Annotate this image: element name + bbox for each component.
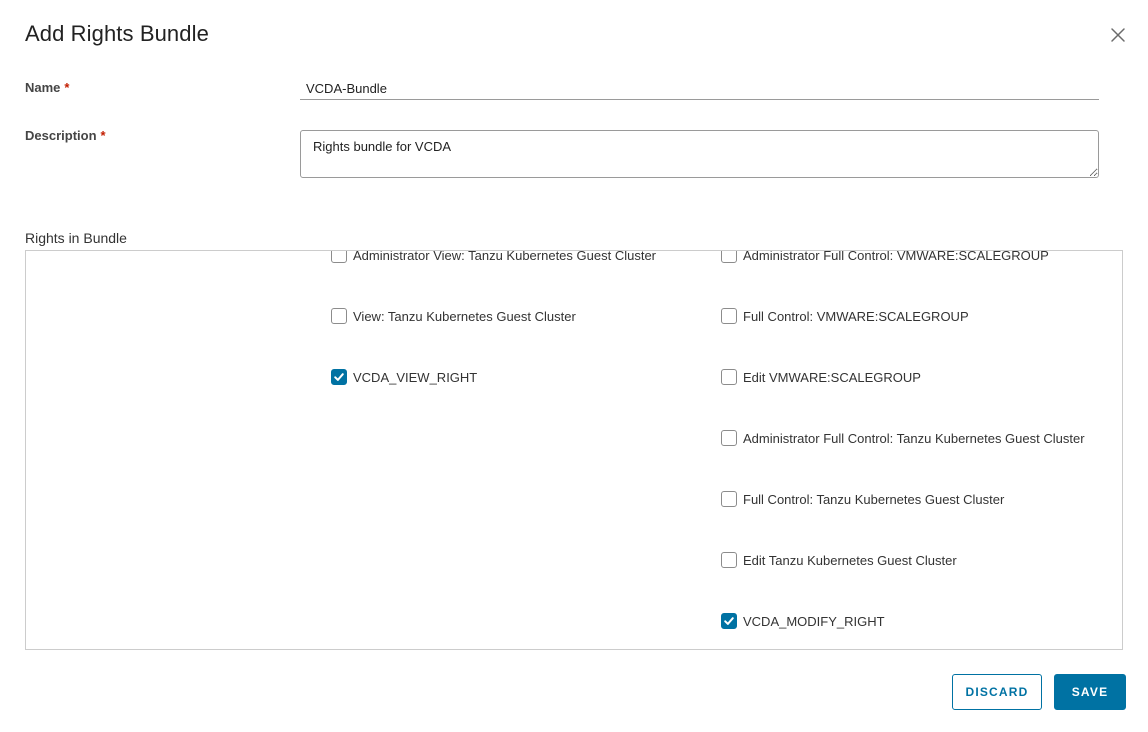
right-label: VCDA_VIEW_RIGHT [353, 369, 478, 385]
checkbox[interactable] [721, 369, 737, 385]
right-item[interactable] [721, 250, 1049, 264]
discard-button[interactable]: DISCARD [952, 674, 1042, 710]
right-label: Administrator View: Tanzu Kubernetes Guest Cluster [353, 250, 656, 263]
right-label: Administrator Full Control: VMWARE:SCALEGROUP [743, 250, 1049, 263]
check-icon [333, 371, 345, 383]
right-item[interactable] [331, 307, 576, 325]
right-item[interactable] [331, 250, 656, 264]
right-item[interactable] [721, 551, 957, 569]
dialog-title: Add Rights Bundle [25, 21, 209, 46]
right-label: Edit VMWARE:SCALEGROUP [743, 369, 921, 385]
required-marker: * [64, 80, 70, 95]
right-label: Full Control: VMWARE:SCALEGROUP [743, 308, 969, 324]
rights-list-container[interactable] [25, 250, 1123, 650]
name-input[interactable] [300, 77, 1099, 100]
right-label: Full Control: Tanzu Kubernetes Guest Cluster [743, 491, 1005, 507]
save-button[interactable]: SAVE [1054, 674, 1126, 710]
checkbox[interactable] [331, 308, 347, 324]
right-item[interactable] [721, 490, 1004, 508]
checkbox[interactable] [331, 250, 347, 263]
right-item[interactable] [721, 429, 1085, 447]
description-input[interactable] [300, 130, 1099, 178]
checkbox[interactable] [721, 491, 737, 507]
name-label-text: Name [25, 80, 61, 95]
checkbox[interactable] [721, 250, 737, 263]
checkbox[interactable] [721, 552, 737, 568]
description-label-text: Description [25, 128, 97, 143]
checkbox[interactable] [721, 308, 737, 324]
right-label: Edit Tanzu Kubernetes Guest Cluster [743, 552, 957, 568]
right-label: Administrator Full Control: Tanzu Kubernetes Guest Cluster [743, 430, 1085, 446]
right-item[interactable] [721, 307, 969, 325]
close-icon[interactable] [1109, 26, 1127, 44]
checkbox[interactable] [721, 613, 737, 629]
required-marker: * [100, 128, 106, 143]
right-item[interactable] [721, 368, 921, 386]
rights-section-label: Rights in Bundle [25, 230, 127, 246]
right-item[interactable] [721, 612, 885, 630]
checkbox[interactable] [721, 430, 737, 446]
check-icon [723, 615, 735, 627]
right-label: VCDA_MODIFY_RIGHT [743, 613, 885, 629]
description-label [25, 128, 106, 143]
right-item[interactable] [331, 368, 477, 386]
right-label: View: Tanzu Kubernetes Guest Cluster [353, 308, 576, 324]
name-label [25, 80, 69, 95]
checkbox[interactable] [331, 369, 347, 385]
